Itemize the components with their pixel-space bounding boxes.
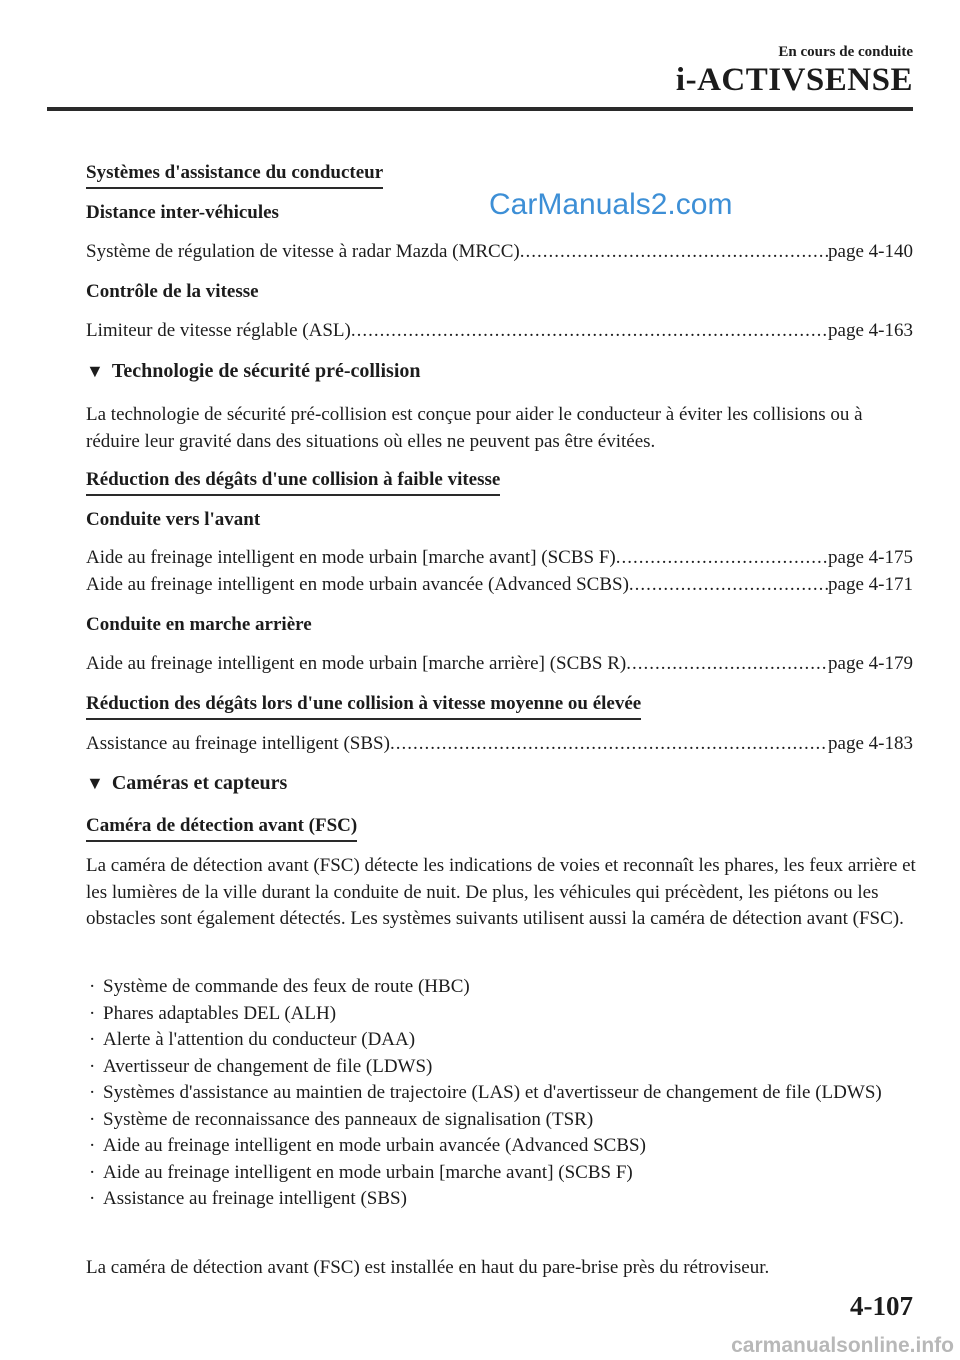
list-item-text: Système de reconnaissance des panneaux de signalisation (TSR): [103, 1108, 594, 1130]
bullet-dot-icon: ·: [89, 1161, 96, 1183]
bullet-dot-icon: ·: [89, 1135, 96, 1156]
precollision-intro: La technologie de sécurité pré-collision est conçue pour aider le conducteur à éviter les collisions ou à réduire leur gravité dans des situations où elles ne peuvent pas être évitées.: [86, 404, 863, 452]
cameras-section-title: ▼ Caméras et capteurs: [86, 772, 288, 794]
toc-page-ref[interactable]: page 4-171: [828, 574, 913, 595]
toc-leader-dots: [520, 241, 828, 263]
bullet-dot-icon: ·: [89, 976, 96, 997]
list-item-text: Alerte à l'attention du conducteur (DAA): [103, 1029, 416, 1050]
list-item: [86, 1027, 916, 1054]
bullet-dot-icon: ·: [89, 1188, 96, 1209]
toc-page-ref[interactable]: page 4-163: [828, 320, 913, 341]
toc-leader-dots: [351, 320, 828, 342]
list-item-text: Systèmes d'assistance au maintien de trajectoire (LAS) et d'avertisseur de changement de file (LDWS): [103, 1082, 882, 1103]
footer-watermark-url: carmanualsonline.info: [731, 1334, 954, 1357]
list-item: [86, 1160, 916, 1187]
toc-entry-scbs-r[interactable]: [86, 653, 913, 675]
list-item-text: Système de commande des feux de route (HBC): [103, 976, 470, 997]
toc-entry-label: Aide au freinage intelligent en mode urbain avancée (Advanced SCBS): [86, 574, 629, 595]
header-rule: [47, 107, 913, 111]
bullet-dot-icon: ·: [89, 1055, 96, 1077]
toc-entry-label: Limiteur de vitesse réglable (ASL): [86, 320, 351, 341]
low-speed-heading: Réduction des dégâts d'une collision à faible vitesse: [86, 469, 500, 496]
toc-entry-mrcc[interactable]: [86, 241, 913, 263]
running-header-section: En cours de conduite: [778, 44, 913, 60]
distance-heading: Distance inter-véhicules: [86, 202, 279, 223]
page-number: 4-107: [850, 1291, 913, 1321]
watermark-logo: CarManuals2.com: [489, 188, 733, 221]
high-speed-heading: Réduction des dégâts lors d'une collision à vitesse moyenne ou élevée: [86, 693, 641, 720]
toc-page-ref[interactable]: page 4-179: [828, 653, 913, 674]
fsc-location-note: La caméra de détection avant (FSC) est installée en haut du pare-brise près du rétroviseur.: [86, 1257, 770, 1278]
precollision-section-title: ▼ Technologie de sécurité pré-collision: [86, 360, 421, 382]
toc-entry-advanced-scbs[interactable]: [86, 574, 913, 596]
bullet-dot-icon: ·: [89, 1108, 96, 1130]
list-item-text: Aide au freinage intelligent en mode urbain [marche avant] (SCBS F): [103, 1161, 633, 1183]
toc-leader-dots: [616, 547, 828, 569]
list-item: [86, 1054, 916, 1081]
toc-entry-label: Assistance au freinage intelligent (SBS): [86, 733, 390, 754]
forward-heading: Conduite vers l'avant: [86, 509, 261, 530]
bullet-dot-icon: ·: [89, 1082, 96, 1103]
list-item-text: Aide au freinage intelligent en mode urbain avancée (Advanced SCBS): [103, 1135, 646, 1156]
toc-entry-asl[interactable]: [86, 320, 913, 342]
list-item: [86, 1133, 916, 1160]
toc-entry-sbs[interactable]: [86, 733, 913, 755]
toc-leader-dots: [390, 733, 828, 755]
toc-leader-dots: [626, 653, 828, 675]
list-item: [86, 1080, 916, 1107]
list-item: [86, 974, 916, 1001]
fsc-heading: Caméra de détection avant (FSC): [86, 815, 357, 842]
list-item-text: Avertisseur de changement de file (LDWS): [103, 1055, 433, 1077]
fsc-systems-list: [86, 974, 916, 1213]
triangle-down-icon: ▼: [86, 773, 104, 793]
reverse-heading: Conduite en marche arrière: [86, 614, 312, 635]
toc-page-ref[interactable]: page 4-175: [828, 547, 913, 568]
list-item-text: Assistance au freinage intelligent (SBS): [103, 1188, 407, 1209]
list-item: [86, 1107, 916, 1134]
list-item: [86, 1186, 916, 1213]
speed-heading: Contrôle de la vitesse: [86, 281, 259, 302]
toc-entry-label: Aide au freinage intelligent en mode urbain [marche avant] (SCBS F): [86, 547, 616, 568]
driver-assist-heading: Systèmes d'assistance du conducteur: [86, 162, 383, 189]
fsc-intro: La caméra de détection avant (FSC) détecte les indications de voies et reconnaît les phares, les feux arrière et les lumières de la ville durant la conduite de nuit. De plus, les véhicules qui précèdent, les piétons ou les obstacles sont également détectés. Les systèmes suivants utilisent aussi la caméra de détection avant (FSC).: [86, 855, 916, 929]
running-header-chapter: i-ACTIVSENSE: [675, 62, 913, 98]
toc-entry-scbs-f[interactable]: [86, 547, 913, 569]
list-item: [86, 1001, 916, 1028]
toc-leader-dots: [629, 574, 828, 596]
toc-page-ref[interactable]: page 4-183: [828, 733, 913, 754]
bullet-dot-icon: ·: [89, 1029, 96, 1050]
toc-page-ref[interactable]: page 4-140: [828, 241, 913, 262]
toc-entry-label: Système de régulation de vitesse à radar Mazda (MRCC): [86, 241, 520, 262]
triangle-down-icon: ▼: [86, 361, 104, 381]
list-item-text: Phares adaptables DEL (ALH): [103, 1002, 337, 1024]
bullet-dot-icon: ·: [89, 1002, 96, 1024]
toc-entry-label: Aide au freinage intelligent en mode urbain [marche arrière] (SCBS R): [86, 653, 627, 674]
